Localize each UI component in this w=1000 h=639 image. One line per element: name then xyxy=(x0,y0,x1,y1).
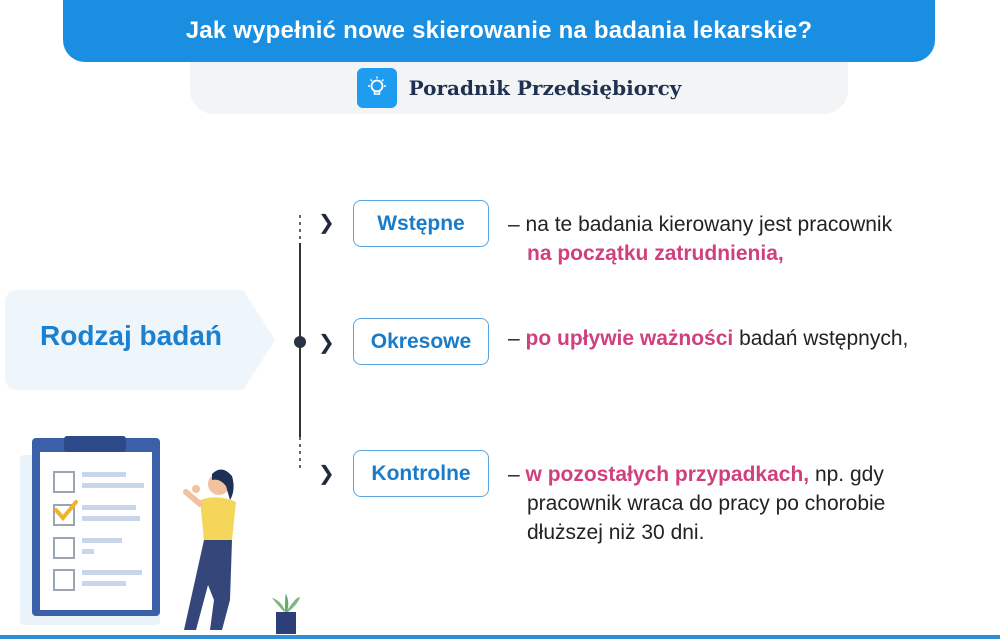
clipboard-checklist-illustration xyxy=(0,420,320,639)
bottom-rule xyxy=(0,635,1000,639)
dash: – xyxy=(508,327,520,350)
description-wstepne xyxy=(508,210,892,268)
description-okresowe xyxy=(508,324,908,353)
chevron-right-icon: ❯ xyxy=(318,461,335,485)
description-line-2: pracownik wraca do pracy po chorobie xyxy=(527,492,886,515)
brand-name: Poradnik Przedsiębiorcy xyxy=(408,76,682,100)
timeline-connector xyxy=(0,0,320,480)
description-line-3: dłuższej niż 30 dni. xyxy=(527,521,705,544)
chevron-right-icon: ❯ xyxy=(318,330,335,354)
category-label: Rodzaj badań xyxy=(40,320,223,351)
tag-okresowe: Okresowe xyxy=(353,318,489,365)
page-title: Jak wypełnić nowe skierowanie na badania lekarskie? xyxy=(185,17,813,44)
tag-kontrolne: Kontrolne xyxy=(353,450,489,497)
dash: – xyxy=(508,463,520,486)
tag-wstepne: Wstępne xyxy=(353,200,489,247)
description-highlight: na początku zatrudnienia, xyxy=(527,242,784,265)
description-highlight: w pozostałych przypadkach, xyxy=(525,463,810,486)
description-highlight: po upływie ważności xyxy=(525,327,734,350)
lightbulb-icon xyxy=(357,68,397,108)
chevron-right-icon: ❯ xyxy=(318,210,335,234)
description-kontrolne xyxy=(508,460,885,547)
dash: – xyxy=(508,213,520,236)
description-text: badań wstępnych, xyxy=(739,327,909,350)
description-text: np. gdy xyxy=(814,463,884,486)
description-text: na te badania kierowany jest pracownik xyxy=(525,213,893,236)
